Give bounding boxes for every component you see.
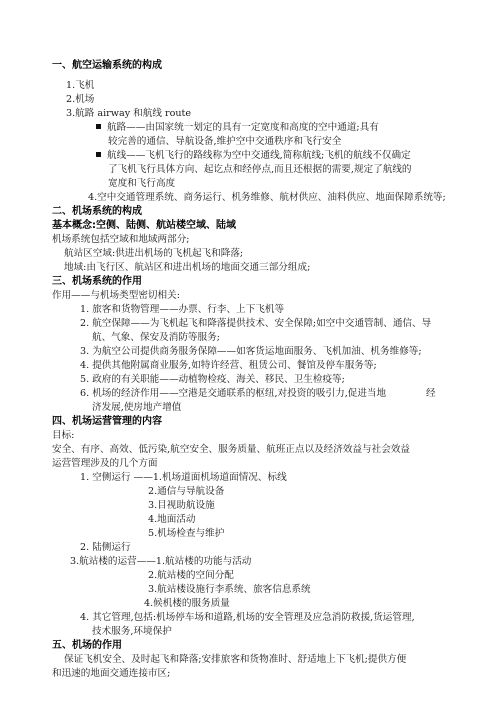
s4-terminal-3: 3.航站楼设施行李系统、旅客信息系统 xyxy=(148,584,311,595)
section1-heading: 一、航空运输系统的构成 xyxy=(52,60,162,71)
s1-item-airway: 3.航路 airway 和航线 route xyxy=(66,108,192,119)
s5-line1: 保证飞机安全、及时起飞和降落;安排旅客和货物准时、舒适地上下飞机;提供方便 xyxy=(64,654,407,665)
s5-line2: 和迅速的地面交通连接市区; xyxy=(52,668,171,679)
section3-heading: 三、机场系统的作用 xyxy=(52,276,142,287)
s3-item1: 1. 旅客和货物管理——办票、行李、上下飞机等 xyxy=(80,304,285,315)
s4-other-line2: 技术服务,环境保护 xyxy=(92,626,172,637)
s3-item6-line1: 6. 机场的经济作用——空港是交通联系的枢纽,对投资的吸引力,促进当地 xyxy=(80,388,387,399)
s4-goal-label: 目标: xyxy=(52,430,75,441)
s3-item6-tail: 经 xyxy=(426,388,436,399)
s4-landside: 2. 陆侧运行 xyxy=(80,542,131,553)
s4-terminal: 3.航站楼的运营——1.航站楼的功能与活动 xyxy=(70,556,252,567)
s1-bullet-airway-text: 航路——由国家统一划定的具有一定宽度和高度的空中通道;具有 xyxy=(107,122,379,133)
s4-airside: 1. 空侧运行 ——1.机场道面机场道面情况、标线 xyxy=(80,472,287,483)
s1-bullet-airway-line1 xyxy=(96,121,379,134)
s1-bullet-route-line1 xyxy=(96,149,411,162)
s4-airside-3: 3.目视助航设施 xyxy=(148,500,215,511)
section4-heading: 四、机场运营管理的内容 xyxy=(52,416,162,427)
s4-airside-2: 2.通信与导航设备 xyxy=(148,486,225,497)
s1-bullet-route-text: 航线——飞机飞行的路线称为空中交通线,简称航线;飞机的航线不仅确定 xyxy=(107,150,411,161)
s3-item2-line2: 航、气象、保安及消防等服务; xyxy=(92,332,220,343)
s2-line2: 航站区空域:供进出机场的飞机起飞和降落; xyxy=(64,248,244,259)
s2-line3: 地域:由飞行区、航站区和进出机场的地面交通三部分组成; xyxy=(64,262,311,273)
square-bullet-icon xyxy=(96,152,101,157)
s4-other-line1: 4. 其它管理,包括:机场停车场和道路,机场的安全管理及应急消防救援,货运管理, xyxy=(80,612,415,623)
s3-item2-line1: 2. 航空保障——为飞机起飞和降落提供技术、安全保障;如空中交通管制、通信、导 xyxy=(80,318,432,329)
s1-bullet-route-line3: 宽度和飞行高度 xyxy=(108,178,176,189)
s4-terminal-4: 4.候机楼的服务质量 xyxy=(144,598,230,609)
s1-bullet-route-line2: 了飞机飞行具体方向、起讫点和经停点,而且还根据的需要,规定了航线的 xyxy=(108,164,412,175)
s2-line1: 机场系统包括空域和地域两部分; xyxy=(52,234,190,245)
s3-item3: 3. 为航空公司提供商务服务保障——如客货运地面服务、飞机加油、机务维修等; xyxy=(80,346,422,357)
s3-item5: 5. 政府的有关职能——动植物检疫、海关、移民、卫生检疫等; xyxy=(80,374,345,385)
s3-intro: 作用——与机场类型密切相关: xyxy=(52,290,180,301)
s1-item-airport: 2.机场 xyxy=(66,94,95,105)
s2-concept: 基本概念:空侧、陆侧、航站楼空域、陆域 xyxy=(52,220,236,231)
section5-heading: 五、机场的作用 xyxy=(52,640,122,651)
s4-goal-line1: 安全、有序、高效、低污染,航空安全、服务质量、航班正点以及经济效益与社会效益 xyxy=(52,444,411,455)
s4-airside-4: 4.地面活动 xyxy=(148,514,196,525)
s3-item4: 4. 提供其他附属商业服务,如特许经营、租赁公司、餐馆及停车服务等; xyxy=(80,360,377,371)
s1-item-aircraft: 1.飞机 xyxy=(66,80,95,91)
s3-item6-line2: 济发展,使房地产增值 xyxy=(92,402,182,413)
s4-terminal-2: 2.航站楼的空间分配 xyxy=(148,570,234,581)
square-bullet-icon xyxy=(96,124,101,129)
s1-item-systems: 4.空中交通管理系统、商务运行、机务维修、航材供应、油料供应、地面保障系统等; xyxy=(88,192,446,203)
s4-airside-5: 5.机场检查与维护 xyxy=(148,528,225,539)
s4-goal-line2: 运营管理涉及的几个方面 xyxy=(52,458,158,469)
s1-bullet-airway-line2: 较完善的通信、导航设备,维护空中交通秩序和飞行安全 xyxy=(108,136,342,147)
section2-heading: 二、机场系统的构成 xyxy=(52,206,142,217)
